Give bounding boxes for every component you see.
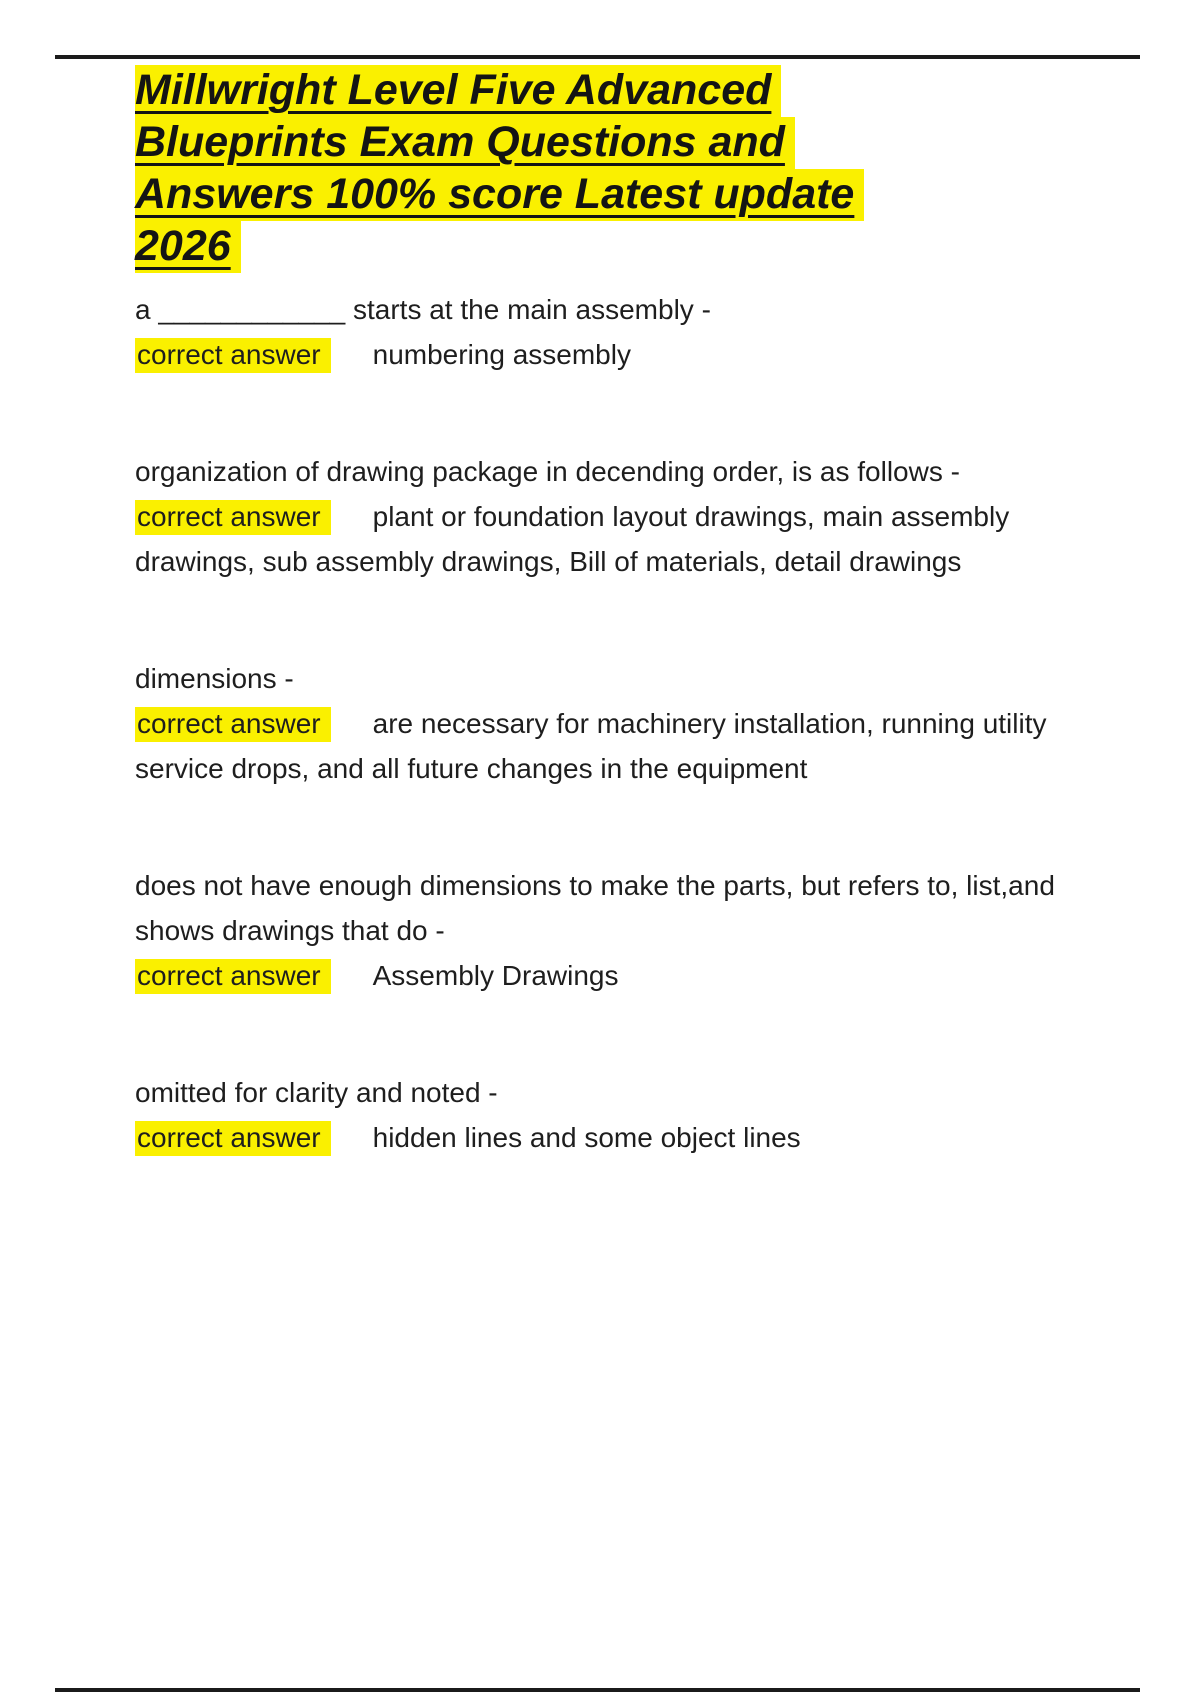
correct-answer-label: correct answer bbox=[135, 500, 331, 535]
answer-line bbox=[135, 332, 1095, 377]
title-highlight: Blueprints Exam Questions and bbox=[135, 117, 795, 169]
correct-answer-label: correct answer bbox=[135, 338, 331, 373]
question-text: omitted for clarity and noted - bbox=[135, 1077, 498, 1108]
qa-block bbox=[135, 863, 1095, 998]
answer-line bbox=[135, 701, 1095, 791]
question-text: a ____________ starts at the main assembly - bbox=[135, 294, 711, 325]
page-title bbox=[135, 64, 1095, 272]
qa-block bbox=[135, 1070, 1095, 1160]
answer-text: plant or foundation layout drawings, main assembly drawings, sub assembly drawings, Bill of materials, detail drawings bbox=[135, 501, 1010, 577]
page-title-line bbox=[135, 116, 1095, 168]
answer-line bbox=[135, 1115, 1095, 1160]
question-text: dimensions - bbox=[135, 663, 294, 694]
answer-text: numbering assembly bbox=[372, 339, 631, 370]
answer-line bbox=[135, 494, 1095, 584]
title-highlight: Answers 100% score Latest update bbox=[135, 169, 864, 221]
document-content bbox=[135, 64, 1095, 1232]
correct-answer-label: correct answer bbox=[135, 707, 331, 742]
qa-block bbox=[135, 287, 1095, 377]
page-title-line bbox=[135, 168, 1095, 220]
qa-block bbox=[135, 449, 1095, 584]
title-highlight: Millwright Level Five Advanced bbox=[135, 65, 781, 117]
answer-text: are necessary for machinery installation, running utility service drops, and all future changes in the equipment bbox=[135, 708, 1047, 784]
answer-text: hidden lines and some object lines bbox=[372, 1122, 801, 1153]
top-divider bbox=[55, 55, 1140, 59]
bottom-divider bbox=[55, 1688, 1140, 1692]
answer-line bbox=[135, 953, 1095, 998]
correct-answer-label: correct answer bbox=[135, 1121, 331, 1156]
question-text: does not have enough dimensions to make the parts, but refers to, list,and shows drawings that do - bbox=[135, 870, 1055, 946]
question-text: organization of drawing package in decending order, is as follows - bbox=[135, 456, 960, 487]
correct-answer-label: correct answer bbox=[135, 959, 331, 994]
page-title-line bbox=[135, 64, 1095, 116]
answer-text: Assembly Drawings bbox=[372, 960, 619, 991]
title-highlight: 2026 bbox=[135, 221, 241, 273]
page-title-line bbox=[135, 220, 1095, 272]
qa-block bbox=[135, 656, 1095, 791]
